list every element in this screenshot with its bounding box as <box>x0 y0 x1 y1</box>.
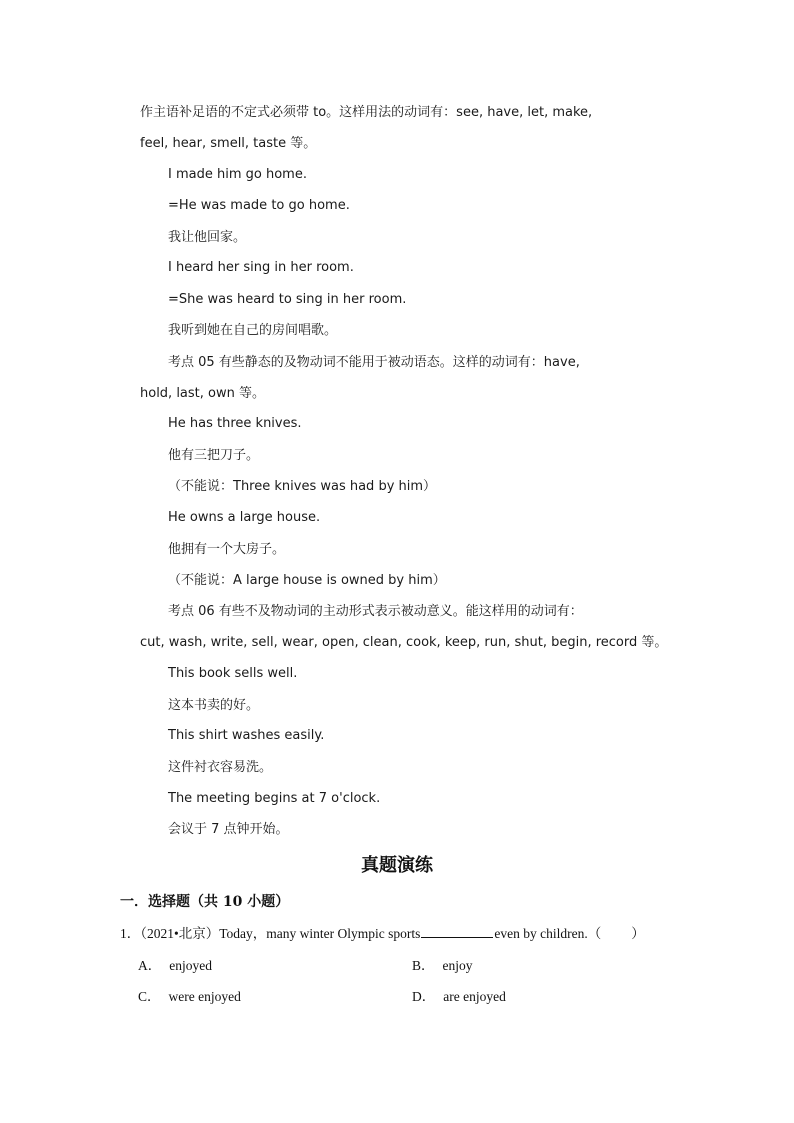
option-c[interactable] <box>138 988 241 1006</box>
translation-line: 他拥有一个大房子。 <box>168 542 286 557</box>
note-line: （不能说：A large house is owned by him） <box>168 573 446 588</box>
option-d[interactable] <box>412 988 506 1006</box>
example-sentence: This shirt washes easily. <box>168 728 325 743</box>
question-suffix: even by children.（ <box>494 926 602 941</box>
example-sentence: The meeting begins at 7 o'clock. <box>168 791 381 806</box>
translation-line: 我听到她在自己的房间唱歌。 <box>168 323 338 338</box>
example-sentence: This book sells well. <box>168 666 298 681</box>
example-sentence: He has three knives. <box>168 416 302 431</box>
option-label: A． <box>138 958 162 973</box>
text-line: feel, hear, smell, taste 等。 <box>140 136 317 151</box>
example-sentence: =He was made to go home. <box>168 198 350 213</box>
text-line: 作主语补足语的不定式必须带 to。这样用法的动词有：see, have, let, make, <box>140 105 593 120</box>
option-text: enjoy <box>442 958 473 973</box>
option-text: are enjoyed <box>443 989 506 1004</box>
option-text: enjoyed <box>169 958 212 973</box>
option-text: were enjoyed <box>168 989 241 1004</box>
example-sentence: I made him go home. <box>168 167 307 182</box>
option-b[interactable] <box>412 957 473 975</box>
question-close: ） <box>631 926 645 941</box>
translation-line: 这件衬衣容易洗。 <box>168 760 273 775</box>
answer-blank[interactable] <box>421 925 493 938</box>
option-label: D． <box>412 989 436 1004</box>
note-line: （不能说：Three knives was had by him） <box>168 479 437 494</box>
example-sentence: I heard her sing in her room. <box>168 260 354 275</box>
option-label: B． <box>412 958 435 973</box>
example-sentence: He owns a large house. <box>168 510 321 525</box>
section-heading: 真题演练 <box>361 855 433 876</box>
question-1 <box>120 925 645 943</box>
option-label: C． <box>138 989 161 1004</box>
translation-line: 会议于 7 点钟开始。 <box>168 822 289 837</box>
translation-line: 他有三把刀子。 <box>168 448 260 463</box>
text-line: hold, last, own 等。 <box>140 386 265 401</box>
translation-line: 我让他回家。 <box>168 230 247 245</box>
example-sentence: =She was heard to sing in her room. <box>168 292 407 307</box>
text-line: cut, wash, write, sell, wear, open, clean, cook, keep, run, shut, begin, record 等。 <box>140 635 668 650</box>
key-point-05: 考点 05 有些静态的及物动词不能用于被动语态。这样的动词有：have, <box>168 355 580 370</box>
section-title: 一．选择题（共 10 小题） <box>120 894 290 910</box>
option-a[interactable] <box>138 957 212 975</box>
key-point-06: 考点 06 有些不及物动词的主动形式表示被动意义。能这样用的动词有： <box>168 604 583 619</box>
question-prefix: 1．（2021•北京）Today，many winter Olympic sports <box>120 926 421 941</box>
translation-line: 这本书卖的好。 <box>168 698 260 713</box>
